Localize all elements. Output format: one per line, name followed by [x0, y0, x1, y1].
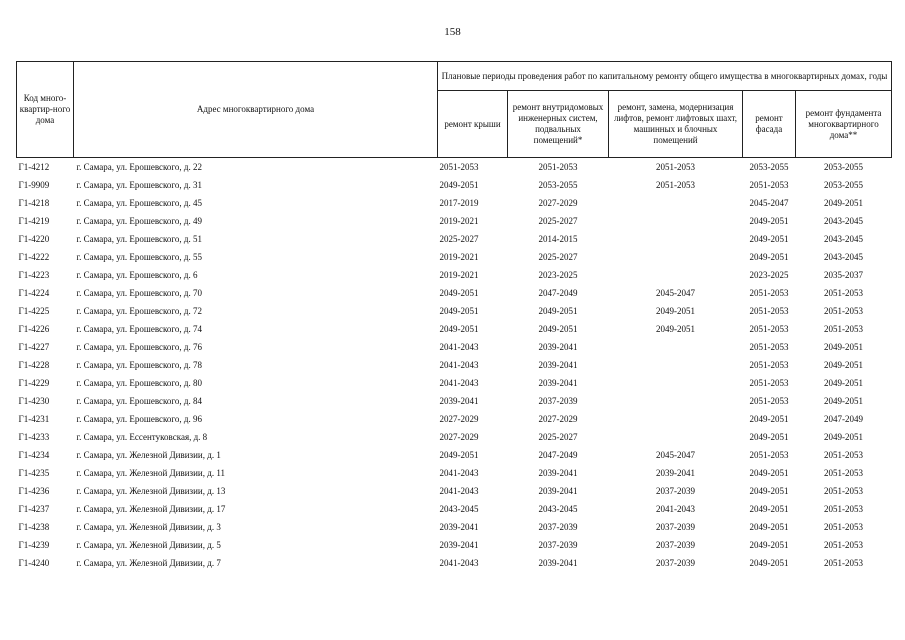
cell-foundation: 2049-2051: [824, 395, 863, 406]
cell-facade: 2049-2051: [749, 539, 789, 550]
cell-lifts: [609, 266, 743, 284]
cell-address: г. Самара, ул. Ерошевского, д. 84: [76, 395, 202, 406]
cell-roof: 2019-2021: [439, 269, 479, 280]
header-foundation: ремонт фундамента многоквартирного дома**: [796, 91, 892, 158]
cell-address: г. Самара, ул. Железной Дивизии, д. 11: [76, 467, 225, 478]
cell-systems: 2039-2041: [538, 377, 578, 388]
table-row: [17, 482, 892, 500]
table-row: [17, 500, 892, 518]
cell-facade: 2049-2051: [749, 503, 789, 514]
cell-roof: 2049-2051: [439, 287, 479, 298]
cell-foundation: 2051-2053: [824, 557, 863, 568]
cell-systems: 2025-2027: [538, 215, 578, 226]
cell-lifts: 2045-2047: [656, 287, 695, 298]
table-row: [17, 266, 892, 284]
cell-foundation: 2051-2053: [824, 503, 863, 514]
cell-facade: 2049-2051: [749, 521, 789, 532]
cell-systems: 2049-2051: [538, 305, 578, 316]
cell-lifts: [609, 428, 743, 446]
cell-facade: 2053-2055: [749, 161, 789, 172]
cell-address: г. Самара, ул. Ерошевского, д. 49: [76, 215, 202, 226]
cell-code: Г1-4218: [18, 197, 50, 208]
cell-foundation: 2043-2045: [824, 233, 863, 244]
cell-roof: 2041-2043: [439, 377, 479, 388]
table-row: [17, 248, 892, 266]
cell-foundation: 2051-2053: [824, 449, 863, 460]
cell-address: г. Самара, ул. Железной Дивизии, д. 5: [76, 539, 221, 550]
cell-roof: 2025-2027: [439, 233, 479, 244]
table-row: [17, 554, 892, 572]
cell-code: Г1-4225: [18, 305, 50, 316]
cell-foundation: 2049-2051: [824, 341, 863, 352]
cell-foundation: 2049-2051: [824, 359, 863, 370]
cell-lifts: [609, 230, 743, 248]
cell-lifts: 2037-2039: [656, 539, 695, 550]
cell-facade: 2051-2053: [749, 359, 789, 370]
cell-systems: 2051-2053: [538, 161, 578, 172]
cell-systems: 2037-2039: [538, 521, 578, 532]
cell-foundation: 2043-2045: [824, 215, 863, 226]
cell-roof: 2019-2021: [439, 251, 479, 262]
cell-address: г. Самара, ул. Железной Дивизии, д. 17: [76, 503, 226, 514]
cell-address: г. Самара, ул. Ерошевского, д. 51: [76, 233, 202, 244]
cell-roof: 2049-2051: [439, 179, 479, 190]
cell-code: Г1-4240: [18, 557, 50, 568]
table-row: [17, 392, 892, 410]
header-address: Адрес многоквартирного дома: [74, 62, 438, 158]
cell-systems: 2027-2029: [538, 197, 578, 208]
cell-lifts: 2037-2039: [656, 521, 695, 532]
cell-foundation: 2051-2053: [824, 539, 863, 550]
cell-lifts: [609, 410, 743, 428]
cell-foundation: 2049-2051: [824, 377, 863, 388]
cell-foundation: 2049-2051: [824, 431, 863, 442]
cell-facade: 2051-2053: [749, 305, 789, 316]
cell-lifts: 2037-2039: [656, 557, 695, 568]
cell-roof: 2041-2043: [439, 557, 479, 568]
cell-lifts: 2051-2053: [656, 179, 695, 190]
table-row: [17, 410, 892, 428]
table-row: [17, 518, 892, 536]
cell-roof: 2041-2043: [439, 341, 479, 352]
cell-facade: 2045-2047: [749, 197, 789, 208]
cell-address: г. Самара, ул. Ессентуковская, д. 8: [76, 431, 208, 442]
cell-systems: 2049-2051: [538, 323, 578, 334]
cell-facade: 2051-2053: [749, 179, 789, 190]
cell-address: г. Самара, ул. Ерошевского, д. 31: [76, 179, 202, 190]
table-row: [17, 464, 892, 482]
cell-systems: 2043-2045: [538, 503, 578, 514]
cell-foundation: 2035-2037: [824, 269, 863, 280]
cell-lifts: 2049-2051: [656, 323, 695, 334]
table-row: [17, 284, 892, 302]
table-row: [17, 428, 892, 446]
cell-systems: 2039-2041: [538, 485, 578, 496]
cell-code: Г1-4226: [18, 323, 50, 334]
cell-address: г. Самара, ул. Железной Дивизии, д. 7: [76, 557, 221, 568]
cell-code: Г1-4227: [18, 341, 50, 352]
cell-foundation: 2051-2053: [824, 287, 863, 298]
cell-code: Г1-4220: [18, 233, 50, 244]
cell-address: г. Самара, ул. Ерошевского, д. 6: [76, 269, 198, 280]
cell-roof: 2039-2041: [439, 395, 479, 406]
table-row: [17, 356, 892, 374]
cell-address: г. Самара, ул. Ерошевского, д. 45: [76, 197, 202, 208]
cell-foundation: 2051-2053: [824, 467, 863, 478]
header-lifts: ремонт, замена, модернизация лифтов, ремонт лифтовых шахт, машинных и блочных помещений: [609, 91, 743, 158]
cell-foundation: 2051-2053: [824, 305, 863, 316]
cell-systems: 2025-2027: [538, 251, 578, 262]
cell-roof: 2049-2051: [439, 449, 479, 460]
cell-facade: 2049-2051: [749, 215, 789, 226]
cell-code: Г1-4222: [18, 251, 50, 262]
cell-code: Г1-4223: [18, 269, 50, 280]
cell-systems: 2023-2025: [538, 269, 578, 280]
cell-foundation: 2047-2049: [824, 413, 863, 424]
cell-address: г. Самара, ул. Ерошевского, д. 96: [76, 413, 202, 424]
cell-address: г. Самара, ул. Ерошевского, д. 80: [76, 377, 202, 388]
cell-foundation: 2051-2053: [824, 521, 863, 532]
cell-systems: 2047-2049: [538, 287, 578, 298]
cell-address: г. Самара, ул. Ерошевского, д. 72: [76, 305, 202, 316]
table-header: [17, 62, 892, 158]
table-row: [17, 338, 892, 356]
cell-facade: 2051-2053: [749, 341, 789, 352]
cell-roof: 2041-2043: [439, 467, 479, 478]
cell-roof: 2043-2045: [439, 503, 479, 514]
table-row: [17, 176, 892, 194]
cell-address: г. Самара, ул. Ерошевского, д. 22: [76, 161, 202, 172]
cell-lifts: [609, 194, 743, 212]
cell-lifts: [609, 374, 743, 392]
cell-address: г. Самара, ул. Ерошевского, д. 74: [76, 323, 202, 334]
cell-address: г. Самара, ул. Ерошевского, д. 70: [76, 287, 202, 298]
cell-address: г. Самара, ул. Железной Дивизии, д. 3: [76, 521, 221, 532]
cell-systems: 2053-2055: [538, 179, 578, 190]
cell-code: Г1-4229: [18, 377, 50, 388]
cell-lifts: [609, 338, 743, 356]
cell-code: Г1-4231: [18, 413, 50, 424]
cell-systems: 2037-2039: [538, 539, 578, 550]
cell-facade: 2049-2051: [749, 251, 789, 262]
capital-repair-schedule-table: [16, 61, 892, 572]
table-row: [17, 158, 892, 177]
cell-systems: 2039-2041: [538, 557, 578, 568]
cell-code: Г1-4228: [18, 359, 50, 370]
table-row: [17, 194, 892, 212]
cell-roof: 2051-2053: [439, 161, 479, 172]
cell-foundation: 2053-2055: [824, 161, 863, 172]
cell-facade: 2049-2051: [749, 467, 789, 478]
cell-facade: 2051-2053: [749, 395, 789, 406]
cell-code: Г1-4238: [18, 521, 50, 532]
cell-roof: 2041-2043: [439, 359, 479, 370]
cell-lifts: [609, 212, 743, 230]
cell-systems: 2027-2029: [538, 413, 578, 424]
cell-roof: 2027-2029: [439, 431, 479, 442]
page-number: 158: [444, 26, 461, 38]
cell-systems: 2039-2041: [538, 359, 578, 370]
cell-roof: 2041-2043: [439, 485, 479, 496]
header-periods: Плановые периоды проведения работ по капитальному ремонту общего имущества в многоквартирных домах, годы: [438, 62, 892, 91]
cell-systems: 2039-2041: [538, 341, 578, 352]
cell-facade: 2049-2051: [749, 557, 789, 568]
cell-code: Г1-4230: [18, 395, 50, 406]
cell-lifts: [609, 248, 743, 266]
cell-lifts: 2039-2041: [656, 467, 695, 478]
table-row: [17, 230, 892, 248]
cell-code: Г1-4224: [18, 287, 50, 298]
cell-foundation: 2043-2045: [824, 251, 863, 262]
cell-facade: 2051-2053: [749, 377, 789, 388]
cell-roof: 2039-2041: [439, 521, 479, 532]
table-row: [17, 536, 892, 554]
cell-roof: 2049-2051: [439, 305, 479, 316]
cell-facade: 2049-2051: [749, 233, 789, 244]
cell-roof: 2027-2029: [439, 413, 479, 424]
cell-lifts: [609, 392, 743, 410]
cell-lifts: 2037-2039: [656, 485, 695, 496]
cell-code: Г1-4212: [18, 161, 50, 172]
header-roof: ремонт крыши: [438, 91, 508, 158]
cell-lifts: [609, 356, 743, 374]
cell-lifts: 2045-2047: [656, 449, 695, 460]
cell-roof: 2017-2019: [439, 197, 479, 208]
table-body: [17, 158, 892, 573]
table-row: [17, 302, 892, 320]
cell-facade: 2051-2053: [749, 449, 789, 460]
cell-systems: 2014-2015: [538, 233, 578, 244]
cell-foundation: 2053-2055: [824, 179, 863, 190]
header-code: Код много-квартир-ного дома: [17, 62, 74, 158]
cell-facade: 2023-2025: [749, 269, 789, 280]
cell-facade: 2049-2051: [749, 485, 789, 496]
cell-systems: 2047-2049: [538, 449, 578, 460]
cell-address: г. Самара, ул. Ерошевского, д. 55: [76, 251, 202, 262]
table-row: [17, 320, 892, 338]
cell-code: Г1-9909: [18, 179, 50, 190]
cell-foundation: 2051-2053: [824, 323, 863, 334]
cell-address: г. Самара, ул. Железной Дивизии, д. 1: [76, 449, 221, 460]
cell-lifts: 2049-2051: [656, 305, 695, 316]
cell-roof: 2049-2051: [439, 323, 479, 334]
cell-code: Г1-4237: [18, 503, 50, 514]
cell-facade: 2051-2053: [749, 323, 789, 334]
cell-code: Г1-4235: [18, 467, 50, 478]
cell-foundation: 2049-2051: [824, 197, 863, 208]
cell-code: Г1-4219: [18, 215, 50, 226]
cell-facade: 2051-2053: [749, 287, 789, 298]
cell-systems: 2025-2027: [538, 431, 578, 442]
cell-address: г. Самара, ул. Ерошевского, д. 76: [76, 341, 202, 352]
cell-foundation: 2051-2053: [824, 485, 863, 496]
cell-address: г. Самара, ул. Железной Дивизии, д. 13: [76, 485, 226, 496]
header-facade: ремонт фасада: [743, 91, 796, 158]
cell-code: Г1-4236: [18, 485, 50, 496]
cell-systems: 2037-2039: [538, 395, 578, 406]
header-systems: ремонт внутридомовых инженерных систем, подвальных помещений*: [508, 91, 609, 158]
cell-code: Г1-4233: [18, 431, 50, 442]
cell-roof: 2039-2041: [439, 539, 479, 550]
table-row: [17, 374, 892, 392]
table-row: [17, 212, 892, 230]
cell-code: Г1-4234: [18, 449, 50, 460]
cell-address: г. Самара, ул. Ерошевского, д. 78: [76, 359, 202, 370]
cell-lifts: 2051-2053: [656, 161, 695, 172]
table-row: [17, 446, 892, 464]
cell-lifts: 2041-2043: [656, 503, 695, 514]
cell-code: Г1-4239: [18, 539, 50, 550]
cell-systems: 2039-2041: [538, 467, 578, 478]
cell-facade: 2049-2051: [749, 431, 789, 442]
cell-facade: 2049-2051: [749, 413, 789, 424]
cell-roof: 2019-2021: [439, 215, 479, 226]
